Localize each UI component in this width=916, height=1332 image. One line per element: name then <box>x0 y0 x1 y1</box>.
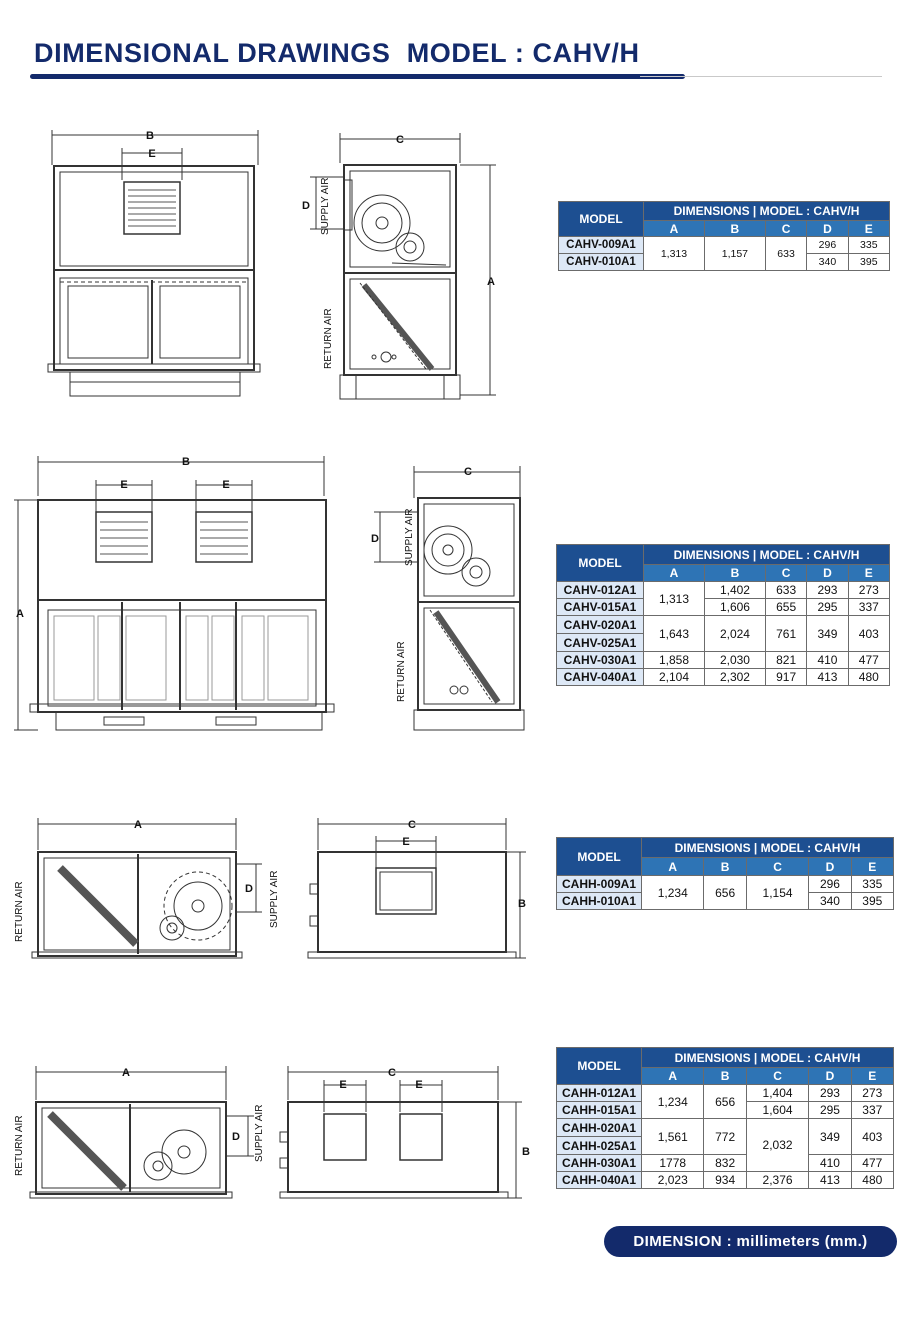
drawing-cahh-small-side <box>300 812 540 972</box>
col-header-a: A <box>642 1068 704 1085</box>
col-header-d: D <box>807 565 848 582</box>
dimension-table-cahh-012-040 <box>556 1047 894 1189</box>
page-title: DIMENSIONAL DRAWINGS MODEL : CAHV/H <box>34 38 640 68</box>
col-header-b: B <box>704 221 765 237</box>
drawing-cahv-small-side <box>296 125 506 410</box>
value-a: 2,104 <box>644 669 705 686</box>
model-cell: CAHH-020A1 <box>557 1119 642 1137</box>
dim-b-label: B <box>518 898 526 910</box>
dim-e-label: E <box>415 1079 423 1091</box>
value-e: 403 <box>848 616 889 652</box>
dim-d-label: D <box>232 1131 240 1143</box>
model-cell: CAHH-015A1 <box>557 1102 642 1119</box>
value-a: 1,858 <box>644 652 705 669</box>
value-c: 1,604 <box>746 1102 808 1119</box>
value-e: 335 <box>851 876 893 893</box>
col-header-c: C <box>746 1068 808 1085</box>
col-header-b: B <box>704 1068 746 1085</box>
dim-d-label: D <box>302 200 310 212</box>
value-e: 477 <box>851 1155 893 1172</box>
title-rule-thin <box>640 76 882 77</box>
value-d: 295 <box>807 599 848 616</box>
dim-e-label: E <box>120 479 128 491</box>
dim-e-label: E <box>339 1079 347 1091</box>
dim-e-label: E <box>402 836 410 848</box>
drawing-cahv-large-front <box>10 452 340 737</box>
value-a: 1,643 <box>644 616 705 652</box>
supply-air-label: SUPPLY AIR <box>320 177 331 235</box>
value-d: 293 <box>807 582 848 599</box>
drawing-cahv-small-front <box>40 120 270 405</box>
col-header-e: E <box>851 858 893 876</box>
dim-a-label: A <box>487 276 495 288</box>
dim-b-label: B <box>146 130 154 142</box>
value-b: 1,606 <box>704 599 765 616</box>
col-header-d: D <box>809 858 851 876</box>
dim-e-label: E <box>222 479 230 491</box>
dim-a-label: A <box>134 819 142 831</box>
value-d: 349 <box>809 1119 851 1155</box>
value-e: 395 <box>851 893 893 910</box>
value-d: 349 <box>807 616 848 652</box>
dim-a-label: A <box>16 608 24 620</box>
value-c: 1,404 <box>746 1085 808 1102</box>
value-d: 296 <box>809 876 851 893</box>
value-b: 832 <box>704 1155 746 1172</box>
value-c: 821 <box>765 652 806 669</box>
dim-d-label: D <box>245 883 253 895</box>
col-header-e: E <box>848 221 889 237</box>
model-cell: CAHH-030A1 <box>557 1155 642 1172</box>
col-header-b: B <box>704 858 746 876</box>
title-underline <box>30 74 685 79</box>
value-e: 403 <box>851 1119 893 1155</box>
value-d: 410 <box>809 1155 851 1172</box>
value-b: 1,157 <box>704 237 765 271</box>
model-cell: CAHV-015A1 <box>557 599 644 616</box>
return-air-label: RETURN AIR <box>396 641 407 702</box>
value-b: 2,024 <box>704 616 765 652</box>
dim-b-label: B <box>182 456 190 468</box>
model-header: MODEL <box>557 545 644 582</box>
dim-b-label: B <box>522 1146 530 1158</box>
col-header-c: C <box>765 221 806 237</box>
col-header-a: A <box>644 565 705 582</box>
model-cell: CAHH-025A1 <box>557 1137 642 1155</box>
col-header-c: C <box>765 565 806 582</box>
value-c: 2,376 <box>746 1172 808 1189</box>
model-cell: CAHV-009A1 <box>559 237 644 254</box>
value-e: 480 <box>851 1172 893 1189</box>
value-b: 2,030 <box>704 652 765 669</box>
value-d: 413 <box>809 1172 851 1189</box>
model-cell: CAHH-010A1 <box>557 893 642 910</box>
model-cell: CAHV-030A1 <box>557 652 644 669</box>
value-a: 1,234 <box>642 1085 704 1119</box>
value-a: 1,561 <box>642 1119 704 1155</box>
value-e: 477 <box>848 652 889 669</box>
value-d: 410 <box>807 652 848 669</box>
value-b: 2,302 <box>704 669 765 686</box>
model-cell: CAHV-025A1 <box>557 634 644 652</box>
value-d: 340 <box>809 893 851 910</box>
model-cell: CAHV-040A1 <box>557 669 644 686</box>
drawing-cahh-large-side <box>272 1062 542 1212</box>
value-a: 1,313 <box>644 237 705 271</box>
value-c: 917 <box>765 669 806 686</box>
value-c: 633 <box>765 582 806 599</box>
value-e: 273 <box>848 582 889 599</box>
supply-air-label: SUPPLY AIR <box>254 1104 265 1162</box>
dimension-unit-badge: DIMENSION : millimeters (mm.) <box>604 1226 897 1257</box>
col-header-a: A <box>642 858 704 876</box>
drawing-cahh-small-top <box>8 812 293 972</box>
col-header-d: D <box>809 1068 851 1085</box>
value-c: 655 <box>765 599 806 616</box>
model-header: MODEL <box>557 1048 642 1085</box>
dim-d-label: D <box>371 533 379 545</box>
col-header-c: C <box>746 858 808 876</box>
value-a: 2,023 <box>642 1172 704 1189</box>
value-b: 772 <box>704 1119 746 1155</box>
model-header: MODEL <box>559 202 644 237</box>
value-d: 340 <box>807 254 848 271</box>
dim-c-label: C <box>408 819 416 831</box>
drawing-cahv-large-side <box>370 458 530 738</box>
supply-air-label: SUPPLY AIR <box>269 870 280 928</box>
return-air-label: RETURN AIR <box>323 308 334 369</box>
value-e: 335 <box>848 237 889 254</box>
dim-a-label: A <box>122 1067 130 1079</box>
value-a: 1,313 <box>644 582 705 616</box>
value-e: 395 <box>848 254 889 271</box>
col-header-b: B <box>704 565 765 582</box>
col-header-e: E <box>848 565 889 582</box>
model-cell: CAHV-012A1 <box>557 582 644 599</box>
col-header-d: D <box>807 221 848 237</box>
dim-c-label: C <box>464 466 472 478</box>
model-header: MODEL <box>557 838 642 876</box>
dim-c-label: C <box>396 134 404 146</box>
model-cell: CAHV-020A1 <box>557 616 644 634</box>
col-header-e: E <box>851 1068 893 1085</box>
value-c: 633 <box>765 237 806 271</box>
value-a: 1,234 <box>642 876 704 910</box>
dimensions-header: DIMENSIONS | MODEL : CAHV/H <box>644 202 890 221</box>
value-b: 656 <box>704 876 746 910</box>
value-b: 656 <box>704 1085 746 1119</box>
value-d: 293 <box>809 1085 851 1102</box>
value-c: 761 <box>765 616 806 652</box>
dimension-table-cahh-009-010 <box>556 837 894 910</box>
drawing-cahh-large-top <box>8 1062 283 1212</box>
dimension-table-cahv-012-040 <box>556 544 890 686</box>
model-cell: CAHV-010A1 <box>559 254 644 271</box>
value-a: 1778 <box>642 1155 704 1172</box>
value-d: 413 <box>807 669 848 686</box>
value-d: 295 <box>809 1102 851 1119</box>
value-c: 1,154 <box>746 876 808 910</box>
dim-c-label: C <box>388 1067 396 1079</box>
dimensions-header: DIMENSIONS | MODEL : CAHV/H <box>642 838 894 858</box>
model-cell: CAHH-040A1 <box>557 1172 642 1189</box>
dim-e-label: E <box>148 148 156 160</box>
dimensions-header: DIMENSIONS | MODEL : CAHV/H <box>642 1048 894 1068</box>
value-e: 337 <box>848 599 889 616</box>
model-cell: CAHH-012A1 <box>557 1085 642 1102</box>
value-e: 480 <box>848 669 889 686</box>
value-b: 934 <box>704 1172 746 1189</box>
supply-air-label: SUPPLY AIR <box>404 508 415 566</box>
value-b: 1,402 <box>704 582 765 599</box>
col-header-a: A <box>644 221 705 237</box>
dimensions-header: DIMENSIONS | MODEL : CAHV/H <box>644 545 890 565</box>
model-cell: CAHH-009A1 <box>557 876 642 893</box>
value-e: 337 <box>851 1102 893 1119</box>
value-c: 2,032 <box>746 1119 808 1172</box>
value-d: 296 <box>807 237 848 254</box>
return-air-label: RETURN AIR <box>14 1115 25 1176</box>
return-air-label: RETURN AIR <box>14 881 25 942</box>
dimension-table-cahv-009-010 <box>558 201 890 271</box>
value-e: 273 <box>851 1085 893 1102</box>
